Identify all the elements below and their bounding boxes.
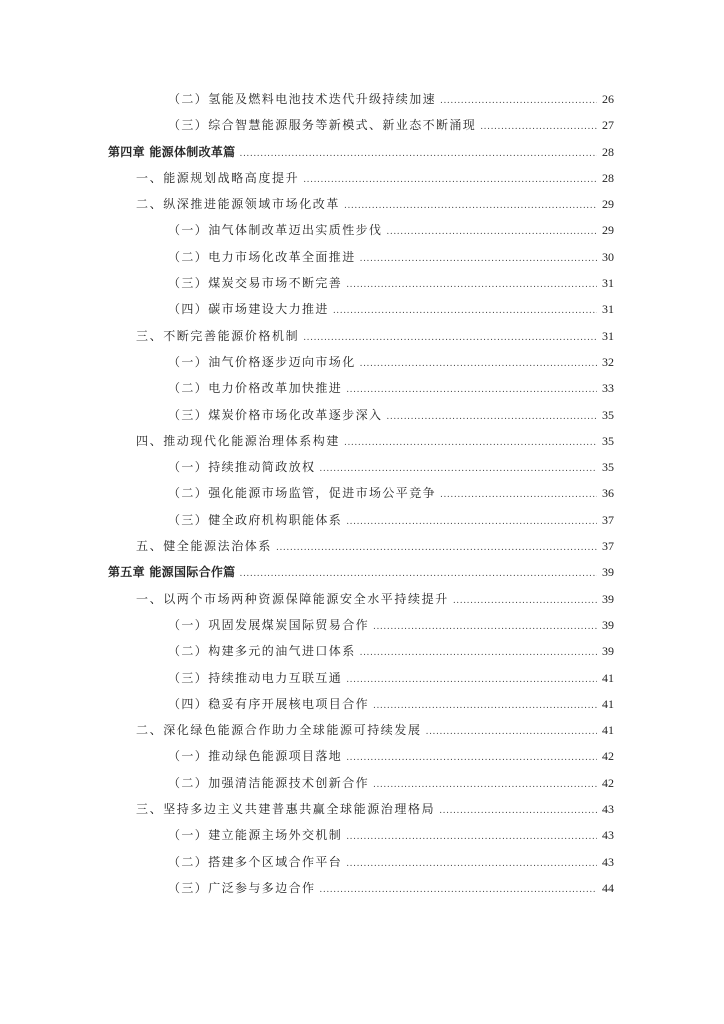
- toc-page-number: 31: [602, 276, 614, 291]
- toc-subsection-entry[interactable]: [108, 612, 614, 638]
- toc-leader-dots: [276, 535, 597, 561]
- toc-page-number: 28: [602, 144, 614, 159]
- toc-entry-title: （一）持续推动简政放权: [168, 460, 316, 475]
- toc-page-number: 37: [602, 539, 614, 554]
- toc-leader-dots: [346, 272, 597, 298]
- toc-subsection-entry[interactable]: [108, 244, 614, 270]
- toc-page-number: 43: [602, 802, 614, 817]
- toc-subsection-entry[interactable]: [108, 507, 614, 533]
- toc-leader-dots: [426, 719, 597, 745]
- toc-leader-dots: [373, 614, 597, 640]
- toc-section-entry[interactable]: [108, 191, 614, 217]
- toc-leader-dots: [346, 851, 597, 877]
- toc-leader-dots: [386, 404, 597, 430]
- toc-subsection-entry[interactable]: [108, 743, 614, 769]
- toc-page-number: 39: [602, 591, 614, 606]
- toc-entry-title: （一）巩固发展煤炭国际贸易合作: [168, 617, 370, 632]
- toc-page-number: 29: [602, 223, 614, 238]
- toc-entry-title: 二、深化绿色能源合作助力全球能源可持续发展: [136, 723, 422, 738]
- toc-subsection-entry[interactable]: [108, 112, 614, 138]
- toc-leader-dots: [346, 667, 597, 693]
- toc-entry-title: （二）电力市场化改革全面推进: [168, 249, 356, 264]
- toc-subsection-entry[interactable]: [108, 822, 614, 848]
- toc-page-number: 37: [602, 512, 614, 527]
- toc-leader-dots: [319, 877, 597, 903]
- toc-leader-dots: [360, 351, 597, 377]
- toc-page-number: 39: [602, 565, 614, 580]
- toc-leader-dots: [439, 798, 597, 824]
- toc-chapter-entry[interactable]: [108, 139, 614, 165]
- toc-entry-title: （二）强化能源市场监管，促进市场公平竞争: [168, 486, 437, 501]
- toc-entry-title: 第五章 能源国际合作篇: [108, 565, 236, 580]
- toc-entry-title: （四）碳市场建设大力推进: [168, 302, 329, 317]
- toc-page-number: 41: [602, 723, 614, 738]
- toc-entry-title: 一、能源规划战略高度提升: [136, 170, 300, 185]
- toc-subsection-entry[interactable]: [108, 349, 614, 375]
- toc-entry-title: （二）氢能及燃料电池技术迭代升级持续加速: [168, 92, 437, 106]
- toc-entry-title: （四）稳妥有序开展核电项目合作: [168, 696, 370, 711]
- toc-leader-dots: [319, 456, 597, 482]
- toc-entry-title: （三）健全政府机构职能体系: [168, 512, 343, 527]
- toc-entry-title: （三）广泛参与多边合作: [168, 880, 316, 895]
- toc-page-number: 41: [602, 696, 614, 711]
- toc-page-number: 39: [602, 617, 614, 632]
- toc-leader-dots: [239, 561, 597, 587]
- toc-leader-dots: [373, 772, 597, 798]
- toc-leader-dots: [303, 325, 597, 351]
- toc-page-number: 31: [602, 302, 614, 317]
- table-of-contents: [108, 86, 614, 901]
- toc-leader-dots: [346, 745, 597, 771]
- toc-chapter-entry[interactable]: [108, 559, 614, 585]
- toc-subsection-entry[interactable]: [108, 691, 614, 717]
- toc-page-number: 42: [602, 749, 614, 764]
- toc-entry-title: （三）煤炭价格市场化改革逐步深入: [168, 407, 383, 422]
- toc-page-number: 41: [602, 670, 614, 685]
- toc-subsection-entry[interactable]: [108, 296, 614, 322]
- toc-entry-title: 五、健全能源法治体系: [136, 539, 273, 554]
- toc-leader-dots: [360, 640, 597, 666]
- toc-page-number: 44: [602, 880, 614, 895]
- toc-subsection-entry[interactable]: [108, 270, 614, 296]
- toc-page-number: 31: [602, 328, 614, 343]
- toc-subsection-entry[interactable]: [108, 770, 614, 796]
- toc-page-number: 43: [602, 828, 614, 843]
- toc-entry-title: 一、以两个市场两种资源保障能源安全水平持续提升: [136, 591, 449, 606]
- toc-page-number: 35: [602, 407, 614, 422]
- toc-subsection-entry[interactable]: [108, 375, 614, 401]
- toc-leader-dots: [440, 88, 597, 114]
- toc-leader-dots: [239, 141, 597, 167]
- toc-subsection-entry[interactable]: [108, 665, 614, 691]
- toc-leader-dots: [386, 219, 597, 245]
- toc-subsection-entry[interactable]: [108, 638, 614, 664]
- toc-leader-dots: [346, 824, 597, 850]
- toc-entry-title: （二）加强清洁能源技术创新合作: [168, 775, 370, 790]
- toc-leader-dots: [360, 246, 597, 272]
- toc-entry-title: 三、不断完善能源价格机制: [136, 328, 300, 343]
- toc-entry-title: （一）油气价格逐步迈向市场化: [168, 354, 356, 369]
- toc-leader-dots: [480, 114, 597, 140]
- toc-subsection-entry[interactable]: [108, 480, 614, 506]
- toc-subsection-entry[interactable]: [108, 454, 614, 480]
- toc-section-entry[interactable]: [108, 717, 614, 743]
- toc-leader-dots: [344, 193, 597, 219]
- toc-entry-title: （一）油气体制改革迈出实质性步伐: [168, 223, 383, 238]
- toc-page-number: 42: [602, 775, 614, 790]
- toc-leader-dots: [453, 588, 597, 614]
- toc-leader-dots: [373, 693, 597, 719]
- toc-subsection-entry[interactable]: [108, 402, 614, 428]
- toc-leader-dots: [303, 167, 597, 193]
- toc-entry-title: （二）构建多元的油气进口体系: [168, 644, 356, 659]
- toc-section-entry[interactable]: [108, 586, 614, 612]
- toc-entry-title: 第四章 能源体制改革篇: [108, 144, 236, 159]
- toc-entry-title: 三、坚持多边主义共建普惠共赢全球能源治理格局: [136, 802, 436, 817]
- toc-leader-dots: [346, 509, 597, 535]
- toc-page-number: 26: [602, 92, 614, 106]
- toc-leader-dots: [344, 430, 597, 456]
- toc-page-number: 39: [602, 644, 614, 659]
- toc-section-entry[interactable]: [108, 428, 614, 454]
- toc-page-number: 33: [602, 381, 614, 396]
- toc-page-number: 28: [602, 170, 614, 185]
- toc-leader-dots: [346, 377, 597, 403]
- toc-page-number: 27: [602, 118, 614, 133]
- toc-leader-dots: [440, 482, 597, 508]
- toc-page-number: 32: [602, 354, 614, 369]
- toc-entry-title: （二）电力价格改革加快推进: [168, 381, 343, 396]
- toc-entry-title: 四、推动现代化能源治理体系构建: [136, 433, 341, 448]
- toc-page-number: 35: [602, 433, 614, 448]
- toc-leader-dots: [333, 298, 597, 324]
- toc-page-number: 43: [602, 854, 614, 869]
- toc-page-number: 35: [602, 460, 614, 475]
- toc-entry-title: （一）建立能源主场外交机制: [168, 828, 343, 843]
- toc-entry-title: （二）搭建多个区域合作平台: [168, 854, 343, 869]
- toc-entry-title: （三）煤炭交易市场不断完善: [168, 276, 343, 291]
- toc-section-entry[interactable]: [108, 533, 614, 559]
- toc-entry-title: （三）综合智慧能源服务等新模式、新业态不断涌现: [168, 118, 477, 133]
- toc-entry-title: 二、纵深推进能源领域市场化改革: [136, 197, 341, 212]
- toc-entry-title: （三）持续推动电力互联互通: [168, 670, 343, 685]
- toc-page-number: 30: [602, 249, 614, 264]
- toc-subsection-entry[interactable]: [108, 217, 614, 243]
- toc-subsection-entry[interactable]: [108, 849, 614, 875]
- toc-subsection-entry[interactable]: [108, 86, 614, 112]
- toc-entry-title: （一）推动绿色能源项目落地: [168, 749, 343, 764]
- toc-subsection-entry[interactable]: [108, 875, 614, 901]
- toc-page-number: 36: [602, 486, 614, 501]
- toc-section-entry[interactable]: [108, 165, 614, 191]
- toc-section-entry[interactable]: [108, 796, 614, 822]
- toc-section-entry[interactable]: [108, 323, 614, 349]
- toc-page-number: 29: [602, 197, 614, 212]
